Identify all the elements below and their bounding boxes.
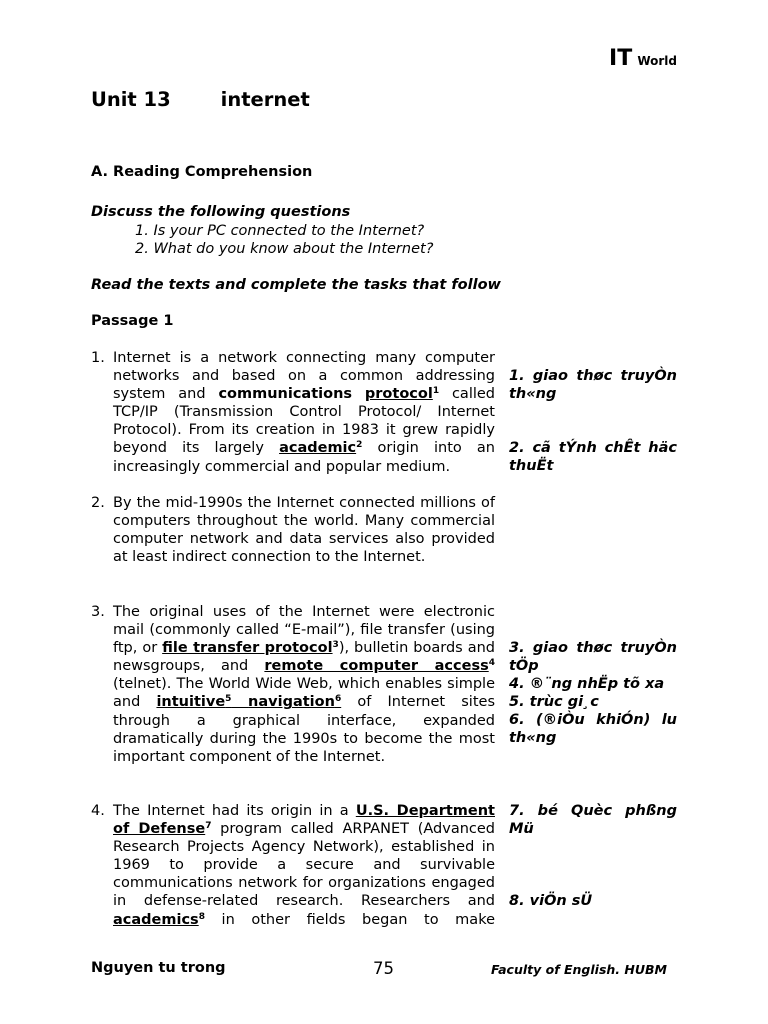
glossary-item-8: 8. viÖn sÜ	[509, 893, 593, 909]
vocab-term: protocol	[364, 386, 433, 403]
footnote-ref: 1	[432, 386, 440, 397]
paragraph-2	[91, 494, 495, 566]
paragraph-number: 1.	[91, 350, 105, 366]
instruction-heading: Read the texts and complete the tasks that follow	[91, 277, 501, 293]
paragraph-text: The Internet had its origin in a U.S. Department of Defense$^7$ program called ARPANET (Advanced Research Projects Agency Network), established in 1969 to provide a secure and survivable communications network for organizations engaged in defense-related research. Researchers and academics$^8$ in other fields began to make	[113, 803, 496, 928]
section-heading: A. Reading Comprehension	[91, 164, 313, 180]
paragraph-4	[91, 802, 495, 929]
unit-topic: internet	[220, 88, 310, 111]
vocab-term: file transfer protocol	[162, 640, 333, 657]
unit-title	[91, 88, 310, 111]
question-item: 1. Is your PC connected to the Internet?	[135, 223, 425, 239]
glossary-item-3: 3. giao thøc truyÒn tÖp	[509, 640, 677, 674]
passage-title: Passage 1	[91, 313, 174, 329]
footnote-ref: 6	[334, 694, 342, 705]
footnote-ref: 2	[356, 440, 363, 451]
paragraph-text: Internet is a network connecting many computer networks and based on a common addressing system and communications protocol$^1$ called TCP/IP (Transmission Control Protocol/ Internet Protocol). From its creation in 1983 it grew rapidly beyond its largely academic$^2$ origin into an increasingly commercial and popular medium.	[113, 350, 496, 475]
glossary-item-4: 4. ®¨ng nhËp tõ xa	[509, 676, 665, 692]
paragraph-text: The original uses of the Internet were electronic mail (commonly called “E-mail”), file transfer (using ftp, or file transfer protocol$^3$), bulletin boards and newsgroups, and remote computer access$^4$ (telnet). The World Wide Web, which enables simple and intuitive$^5$ navigation$^6$ of Internet sites through a graphical interface, expanded dramatically during the 1990s to become the most important component of the Internet.	[113, 604, 495, 765]
vocab-term: remote computer access	[264, 658, 489, 675]
vocab-term: U.S. Department of Defense	[113, 803, 495, 838]
paragraph-3	[91, 603, 495, 766]
question-item: 2. What do you know about the Internet?	[135, 241, 434, 257]
unit-number: Unit 13	[91, 88, 171, 111]
footnote-ref: 3	[332, 640, 339, 651]
vocab-term: academic	[279, 440, 357, 457]
paragraph-number: 3.	[91, 604, 105, 620]
footer-author: Nguyen tu trong	[91, 960, 226, 976]
paragraph-1	[91, 349, 495, 476]
glossary-item-5: 5. trùc gi¸c	[509, 694, 599, 710]
glossary-item-2: 2. cã tÝnh chÊt häc thuËt	[509, 440, 677, 474]
keyword: communications	[218, 386, 353, 403]
glossary-item-6: 6. (®iÒu khiÓn) lu th«ng	[509, 712, 677, 746]
page-number: 75	[373, 959, 394, 978]
brand-main: IT	[609, 46, 633, 71]
footer-faculty: Faculty of English. HUBM	[491, 962, 667, 977]
glossary-item-7: 7. bé Quèc phßng Mü	[509, 803, 677, 837]
discuss-heading: Discuss the following questions	[91, 204, 351, 220]
glossary-item-1: 1. giao thøc truyÒn th«ng	[509, 368, 677, 402]
footnote-ref: 5	[225, 694, 232, 705]
paragraph-text: By the mid-1990s the Internet connected millions of computers throughout the world. Many commercial computer network and data services also provided at least indirect connection to the Internet.	[113, 495, 495, 566]
brand-sub: World	[637, 54, 677, 68]
vocab-term: intuitive$^5$ navigation$^6$	[156, 694, 342, 711]
paragraph-number: 2.	[91, 495, 105, 511]
brand-logo	[609, 46, 677, 71]
vocab-term: academics	[113, 911, 199, 928]
footnote-ref: 4	[488, 658, 495, 669]
paragraph-number: 4.	[91, 803, 105, 819]
footnote-ref: 7	[205, 821, 212, 832]
discussion-questions	[135, 222, 433, 258]
footnote-ref: 8	[198, 911, 205, 922]
